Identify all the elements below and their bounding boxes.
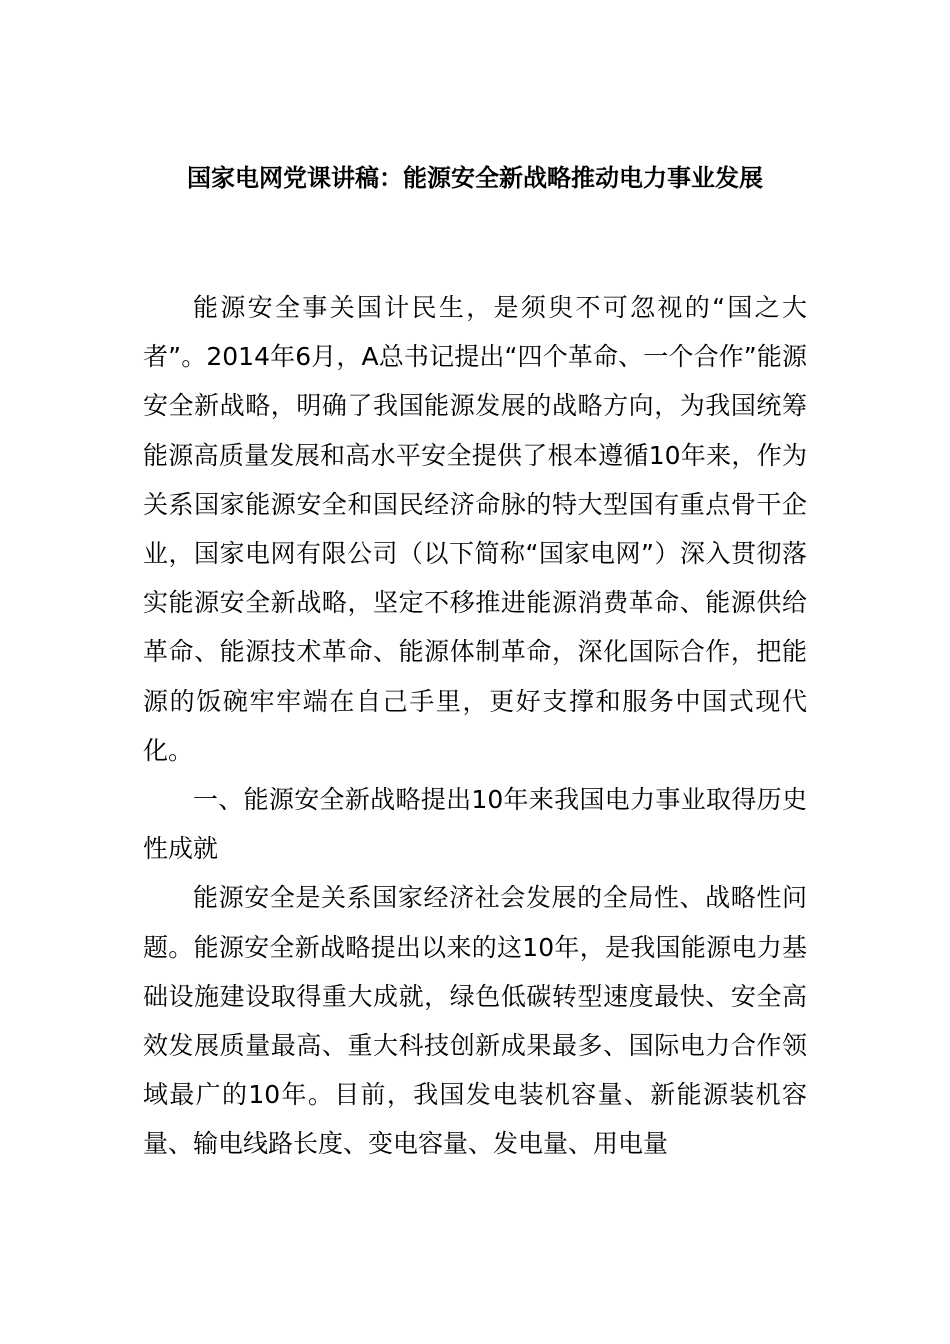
paragraph-intro: 能源安全事关国计民生，是须臾不可忽视的“国之大者”。2014年6月，A总书记提出“四个革命、一个合作”能源安全新战略，明确了我国能源发展的战略方向，为我国统筹能源高质量发展和高水平安全提供了根本遵循10年来，作为关系国家能源安全和国民经济命脉的特大型国有重点骨干企业，国家电网有限公司（以下简称“国家电网”）深入贯彻落实能源安全新战略，坚定不移推进能源消费革命、能源供给革命、能源技术革命、能源体制革命，深化国际合作，把能源的饭碗牢牢端在自己手里，更好支撑和服务中国式现代化。 bbox=[143, 293, 807, 765]
document-title: 国家电网党课讲稿：能源安全新战略推动电力事业发展 bbox=[187, 164, 763, 192]
paragraph-section-1: 能源安全是关系国家经济社会发展的全局性、战略性问题。能源安全新战略提出以来的这10年，是我国能源电力基础设施建设取得重大成就，绿色低碳转型速度最快、安全高效发展质量最高、重大科技创新成果最多、国际电力合作领域最广的10年。目前，我国发电装机容量、新能源装机容量、输电线路长度、变电容量、发电量、用电量 bbox=[143, 883, 807, 1159]
document-body bbox=[143, 283, 807, 1169]
section-heading-1: 一、能源安全新战略提出10年来我国电力事业取得历史性成就 bbox=[143, 785, 807, 864]
